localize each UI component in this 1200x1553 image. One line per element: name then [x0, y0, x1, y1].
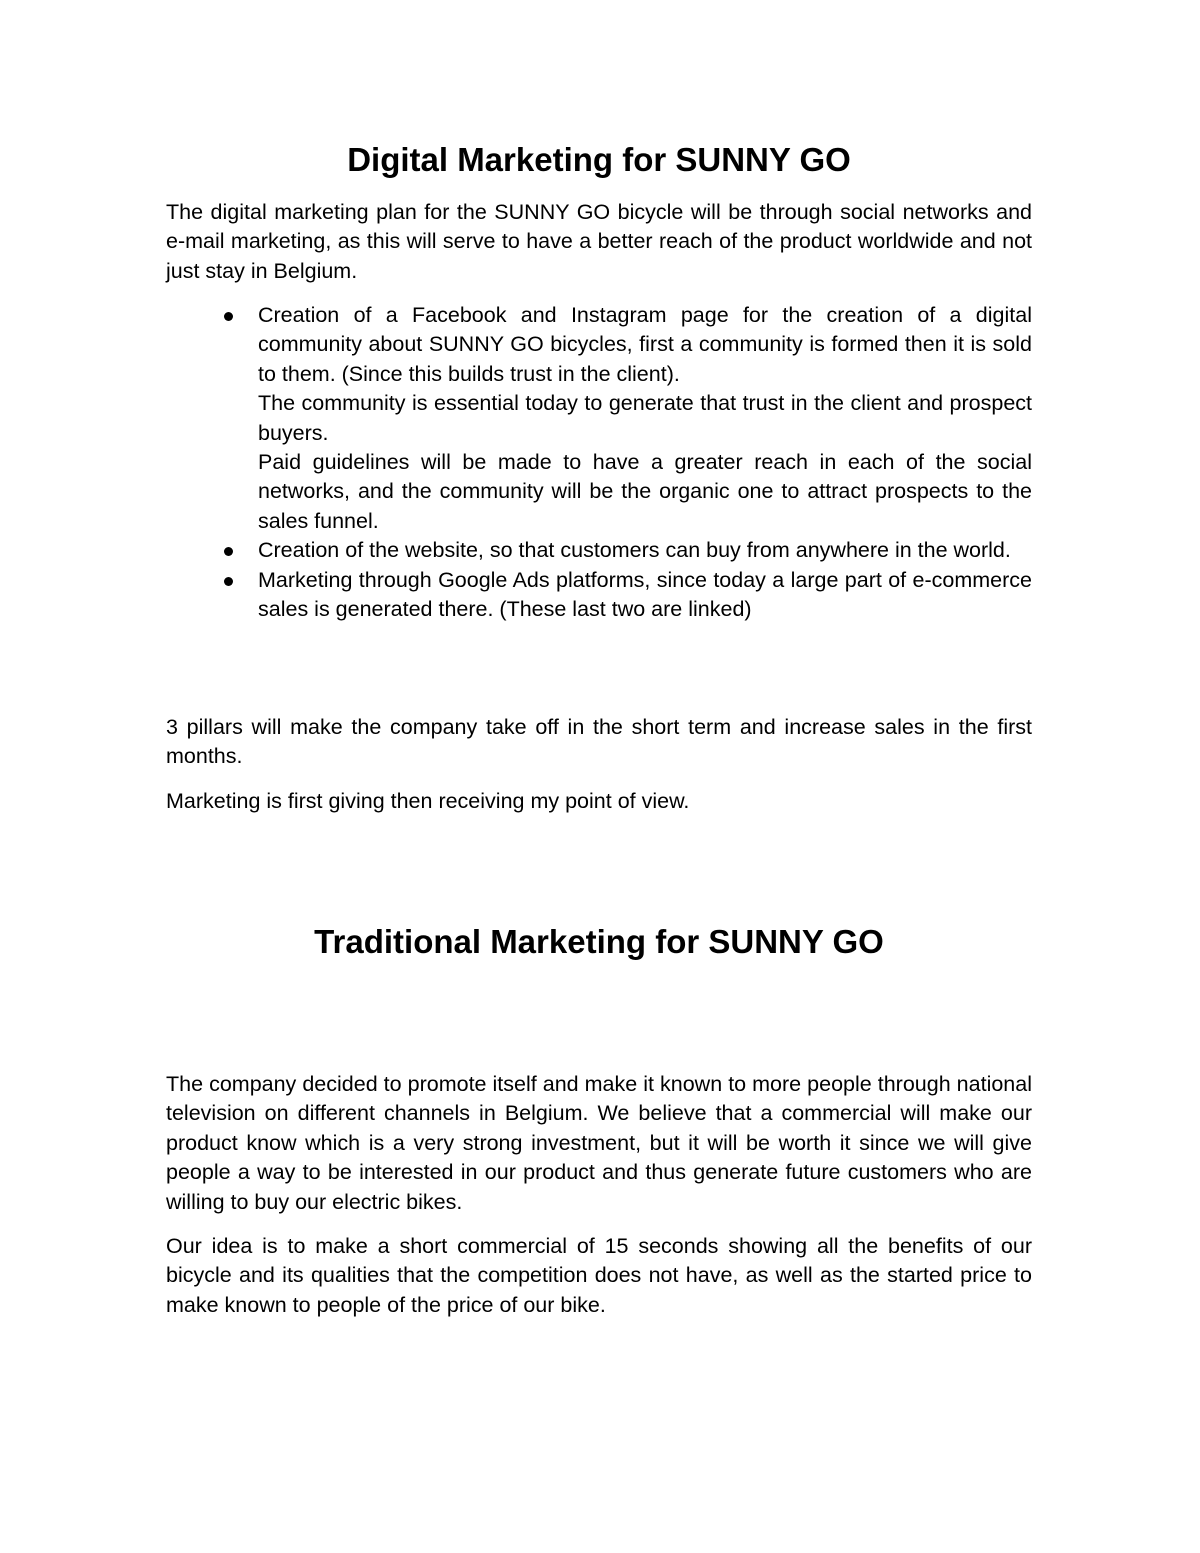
digital-bullet-list	[166, 301, 1032, 624]
traditional-paragraph-2: Our idea is to make a short commercial of 15 seconds showing all the benefits of our bicycle and its qualities that the competition does not have, as well as the started price to make known to people of the price of our bike.	[166, 1234, 1032, 1317]
traditional-marketing-heading: Traditional Marketing for SUNNY GO	[314, 923, 884, 960]
bullet-item-website	[166, 536, 1032, 565]
traditional-paragraph-1: The company decided to promote itself and make it known to more people through national television on different channels in Belgium. We believe that a commercial will make our product know which is a very strong investment, but it will be worth it since we will give people a way to be interested in our product and thus generate future customers who are willing to buy our electric bikes.	[166, 1072, 1032, 1214]
digital-intro-paragraph: The digital marketing plan for the SUNNY GO bicycle will be through social networks and e-mail marketing, as this will serve to have a better reach of the product worldwide and not just stay in Belgium.	[166, 200, 1032, 283]
bullet-item-social-pages	[166, 301, 1032, 536]
bullet-text: Paid guidelines will be made to have a greater reach in each of the social networks, and the community will be the organic one to attract prospects to the sales funnel.	[258, 450, 1032, 533]
bullet-item-google-ads	[166, 566, 1032, 625]
pillars-paragraph: 3 pillars will make the company take off in the short term and increase sales in the first months.	[166, 715, 1032, 769]
bullet-dot-icon	[224, 547, 233, 556]
bullet-text: Marketing through Google Ads platforms, since today a large part of e-commerce sales is generated there. (These last two are linked)	[258, 567, 1032, 622]
bullet-dot-icon	[224, 577, 233, 586]
bullet-dot-icon	[224, 312, 233, 321]
closing-paragraph: Marketing is first giving then receiving my point of view.	[166, 789, 690, 813]
bullet-text: Creation of a Facebook and Instagram page for the creation of a digital community about SUNNY GO bicycles, first a community is formed then it is sold to them. (Since this builds trust in the client).	[258, 303, 1032, 386]
digital-marketing-heading: Digital Marketing for SUNNY GO	[347, 141, 851, 178]
bullet-text: The community is essential today to generate that trust in the client and prospect buyers.	[258, 391, 1032, 445]
bullet-text: Creation of the website, so that customers can buy from anywhere in the world.	[258, 538, 1011, 563]
